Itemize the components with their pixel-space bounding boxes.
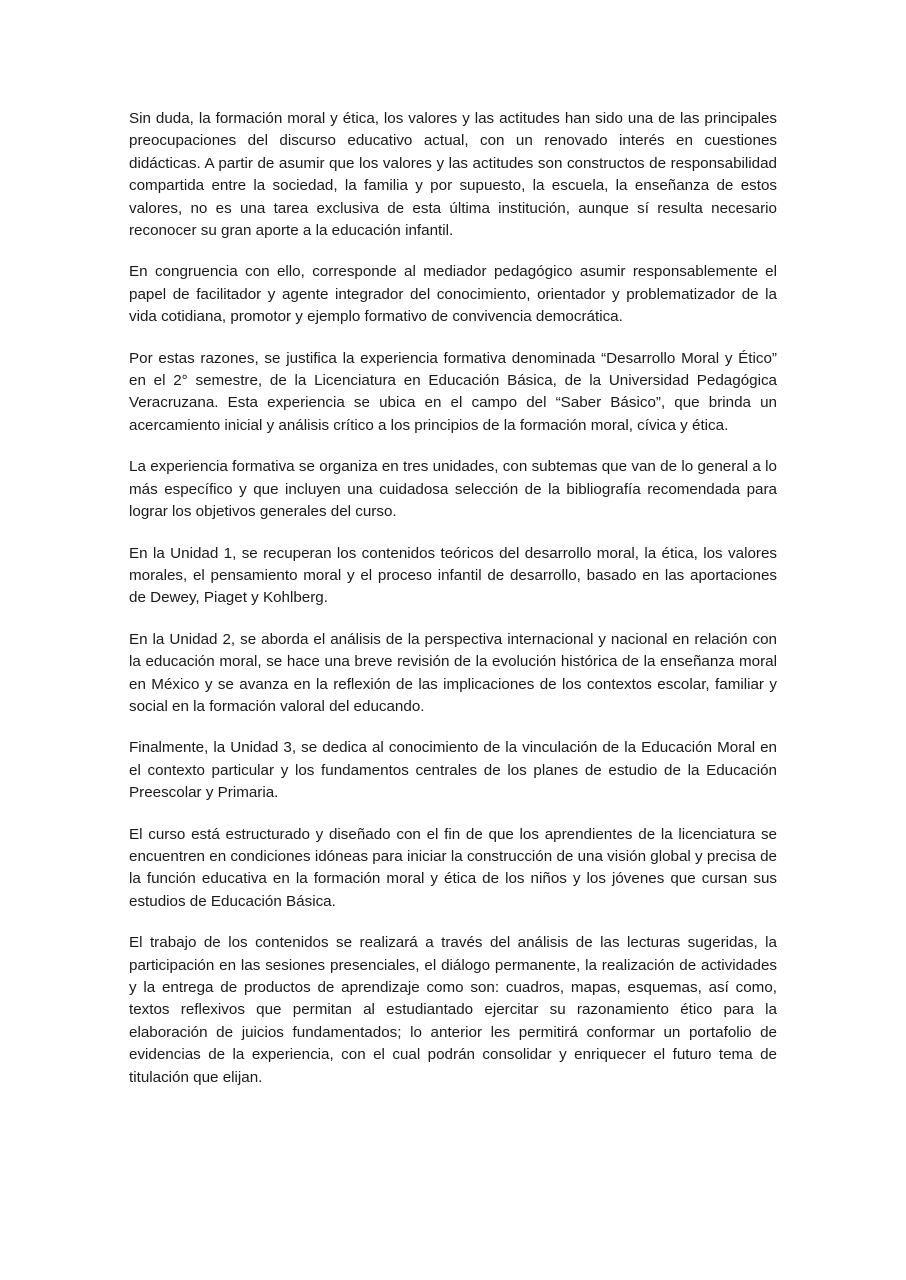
paragraph-unidad-1: En la Unidad 1, se recuperan los contenidos teóricos del desarrollo moral, la ética, los valores morales, el pensamiento moral y el proceso infantil de desarrollo, basado en las aportaciones de Dewey, Piaget y Kohlberg. [129, 544, 777, 607]
paragraph-intro: Sin duda, la formación moral y ética, los valores y las actitudes han sido una de las principales preocupaciones del discurso educativo actual, con un renovado interés en cuestiones didácticas. A partir de asumir que los valores y las actitudes son constructos de responsabilidad compartida entre la sociedad, la familia y por supuesto, la escuela, la enseñanza de estos valores, no es una tarea exclusiva de esta última institución, aunque sí resulta necesario reconocer su gran aporte a la educación infantil. [129, 110, 777, 240]
paragraph-unidad-3: Finalmente, la Unidad 3, se dedica al conocimiento de la vinculación de la Educación Moral en el contexto particular y los fundamentos centrales de los planes de estudio de la Educación Preescolar y Primaria. [129, 739, 777, 802]
paragraph-trabajo-contenidos: El trabajo de los contenidos se realizará a través del análisis de las lecturas sugeridas, la participación en las sesiones presenciales, el diálogo permanente, la realización de actividades y la entrega de productos de aprendizaje como son: cuadros, mapas, esquemas, así como, textos reflexivos que permitan al estudiantado ejercitar su razonamiento ético para la elaboración de juicios fundamentados; lo anterior les permitirá conformar un portafolio de evidencias de la experiencia, con el cual podrán consolidar y enriquecer el futuro tema de titulación que elijan. [129, 934, 777, 1086]
document-body [129, 108, 777, 1108]
paragraph-unidad-2: En la Unidad 2, se aborda el análisis de la perspectiva internacional y nacional en relación con la educación moral, se hace una breve revisión de la evolución histórica de la enseñanza moral en México y se avanza en la reflexión de las implicaciones de los contextos escolar, familiar y social en la formación valoral del educando. [129, 630, 777, 715]
paragraph-congruencia: En congruencia con ello, corresponde al mediador pedagógico asumir responsablemente el papel de facilitador y agente integrador del conocimiento, orientador y problematizador de la vida cotidiana, promotor y ejemplo formativo de convivencia democrática. [129, 263, 777, 326]
paragraph-justificacion: Por estas razones, se justifica la experiencia formativa denominada “Desarrollo Moral y Ético” en el 2° semestre, de la Licenciatura en Educación Básica, de la Universidad Pedagógica Veracruzana. Esta experiencia se ubica en el campo del “Saber Básico”, que brinda un acercamiento inicial y análisis crítico a los principios de la formación moral, cívica y ética. [129, 349, 777, 434]
paragraph-estructura-curso: El curso está estructurado y diseñado con el fin de que los aprendientes de la licenciatura se encuentren en condiciones idóneas para iniciar la construcción de una visión global y precisa de la función educativa en la formación moral y ética de los niños y los jóvenes que cursan sus estudios de Educación Básica. [129, 825, 777, 910]
paragraph-organizacion: La experiencia formativa se organiza en tres unidades, con subtemas que van de lo general a lo más específico y que incluyen una cuidadosa selección de la bibliografía recomendada para lograr los objetivos generales del curso. [129, 458, 777, 521]
